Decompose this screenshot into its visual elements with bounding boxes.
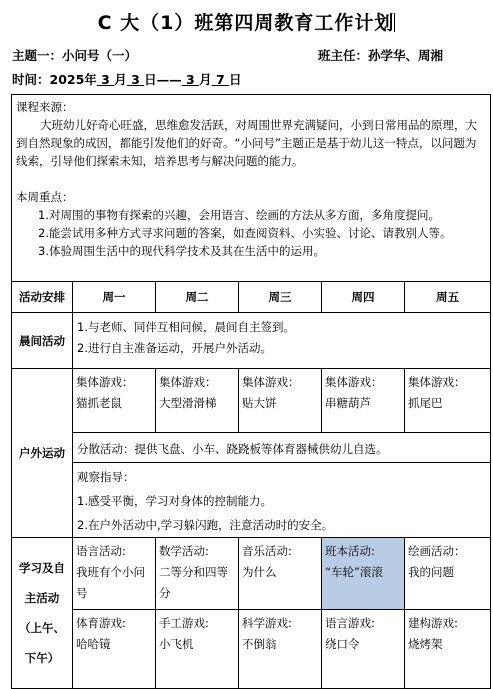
activity-cell: 建构游戏: 烧烤架 xyxy=(405,610,491,689)
spacer xyxy=(16,170,486,188)
group-game-cell: 集体游戏： 贴大饼 xyxy=(239,369,322,433)
activity-cell: 科学游戏: 不倒翁 xyxy=(239,610,322,689)
observe-line: 2.在户外活动中,学习躲闪跑，注意活动时的安全。 xyxy=(77,518,334,532)
group-game-cell: 集体游戏： 抓尾巴 xyxy=(405,369,491,433)
start-month: 3 xyxy=(101,72,110,87)
learning-label: 学习及自 主活动 （上午、 下午） xyxy=(12,538,73,689)
day-header: 周二 xyxy=(156,282,239,313)
time-year: 2025年 xyxy=(49,72,97,87)
day-header: 周一 xyxy=(73,282,156,313)
observe-row xyxy=(12,463,491,538)
theme-label: 主题一： xyxy=(12,48,63,63)
morning-line: 1.与老师、同伴互相问候，晨间自主签到。 xyxy=(77,320,295,334)
activity-cell: 手工游戏: 小飞机 xyxy=(156,610,239,689)
teacher-names: 孙学华、周湘 xyxy=(368,48,444,63)
scattered-row xyxy=(12,433,491,463)
group-game-cell: 集体游戏： 大型滑滑梯 xyxy=(156,369,239,433)
group-game-cell: 集体游戏： 猫抓老鼠 xyxy=(73,369,156,433)
focus-item: 3.体验周围生活中的现代科学技术及其在生活中的运用。 xyxy=(38,244,325,258)
title-text: C 大（1）班第四周教育工作计划 xyxy=(97,12,395,34)
scattered-activity: 分散活动：提供飞盘、小车、跷跷板等体育器械供幼儿自选。 xyxy=(73,433,491,463)
time-label: 时间： xyxy=(12,72,50,87)
focus-title: 本周重点： xyxy=(16,190,74,204)
activity-cell: 数学活动: 二等分和四等分 xyxy=(156,538,239,610)
intro-row xyxy=(12,95,491,282)
teacher-line xyxy=(318,46,443,64)
observe-line: 1.感受平衡，学习对身体的控制能力。 xyxy=(77,494,272,508)
intro-cell xyxy=(12,95,491,282)
end-month: 3 xyxy=(186,72,195,87)
start-day: 3 xyxy=(131,72,140,87)
activity-cell: 语言活动: 我班有个小问号 xyxy=(73,538,156,610)
activity-cell: 体育游戏: 哈哈镜 xyxy=(73,610,156,689)
morning-label: 晨间活动 xyxy=(12,313,73,369)
day-header: 周五 xyxy=(405,282,491,313)
page-title xyxy=(0,8,493,35)
morning-row xyxy=(12,313,491,369)
outdoor-games-row xyxy=(12,369,491,433)
activity-cell: 音乐活动: 为什么 xyxy=(239,538,322,610)
focus-item: 2.能尝试用多种方式寻求问题的答案，如查阅资料、小实验、讨论、请教别人等。 xyxy=(38,226,452,240)
theme-line xyxy=(12,46,137,64)
source-title: 课程来源： xyxy=(16,100,74,114)
theme-value: 小问号（一） xyxy=(62,48,138,63)
morning-line: 2.进行自主准备运动，开展户外活动。 xyxy=(77,341,272,355)
source-text: 大班幼儿好奇心旺盛，思维愈发活跃，对周围世界充满疑问，小到日常用品的原理，大到自然现象的成因，都能引发他们的好奇。“小问号”主题正是基于幼儿这一特点，以问题为线索，引导他们探索未知，培养思考与解决问题的能力。 xyxy=(16,118,477,168)
learning-row-1 xyxy=(12,538,491,610)
teacher-label: 班主任： xyxy=(318,48,369,63)
activity-cell: 语言游戏: 绕口令 xyxy=(322,610,405,689)
morning-content xyxy=(73,313,491,369)
time-line: 时间：2025年 3 月 3 日—— 3 月 7 日 xyxy=(12,72,242,87)
group-game-cell: 集体游戏： 串糖葫芦 xyxy=(322,369,405,433)
activity-cell: 绘画活动： 我的问题 xyxy=(405,538,491,610)
text-cursor xyxy=(394,13,395,32)
day-header: 周四 xyxy=(322,282,405,313)
day-header: 周三 xyxy=(239,282,322,313)
outdoor-label: 户外运动 xyxy=(12,369,73,538)
observe-guidance xyxy=(73,463,491,538)
activity-cell-highlighted: 班本活动: “车轮”滚滚 xyxy=(322,538,405,610)
corner-header: 活动安排 xyxy=(12,282,73,313)
observe-title: 观察指导： xyxy=(77,470,135,484)
learning-row-2 xyxy=(12,610,491,689)
end-day: 7 xyxy=(215,72,225,87)
plan-table xyxy=(11,94,491,689)
focus-item: 1.对周围的事物有探索的兴趣，会用语言、绘画的方法从多方面，多角度提问。 xyxy=(38,208,440,222)
day-header-row xyxy=(12,282,491,313)
